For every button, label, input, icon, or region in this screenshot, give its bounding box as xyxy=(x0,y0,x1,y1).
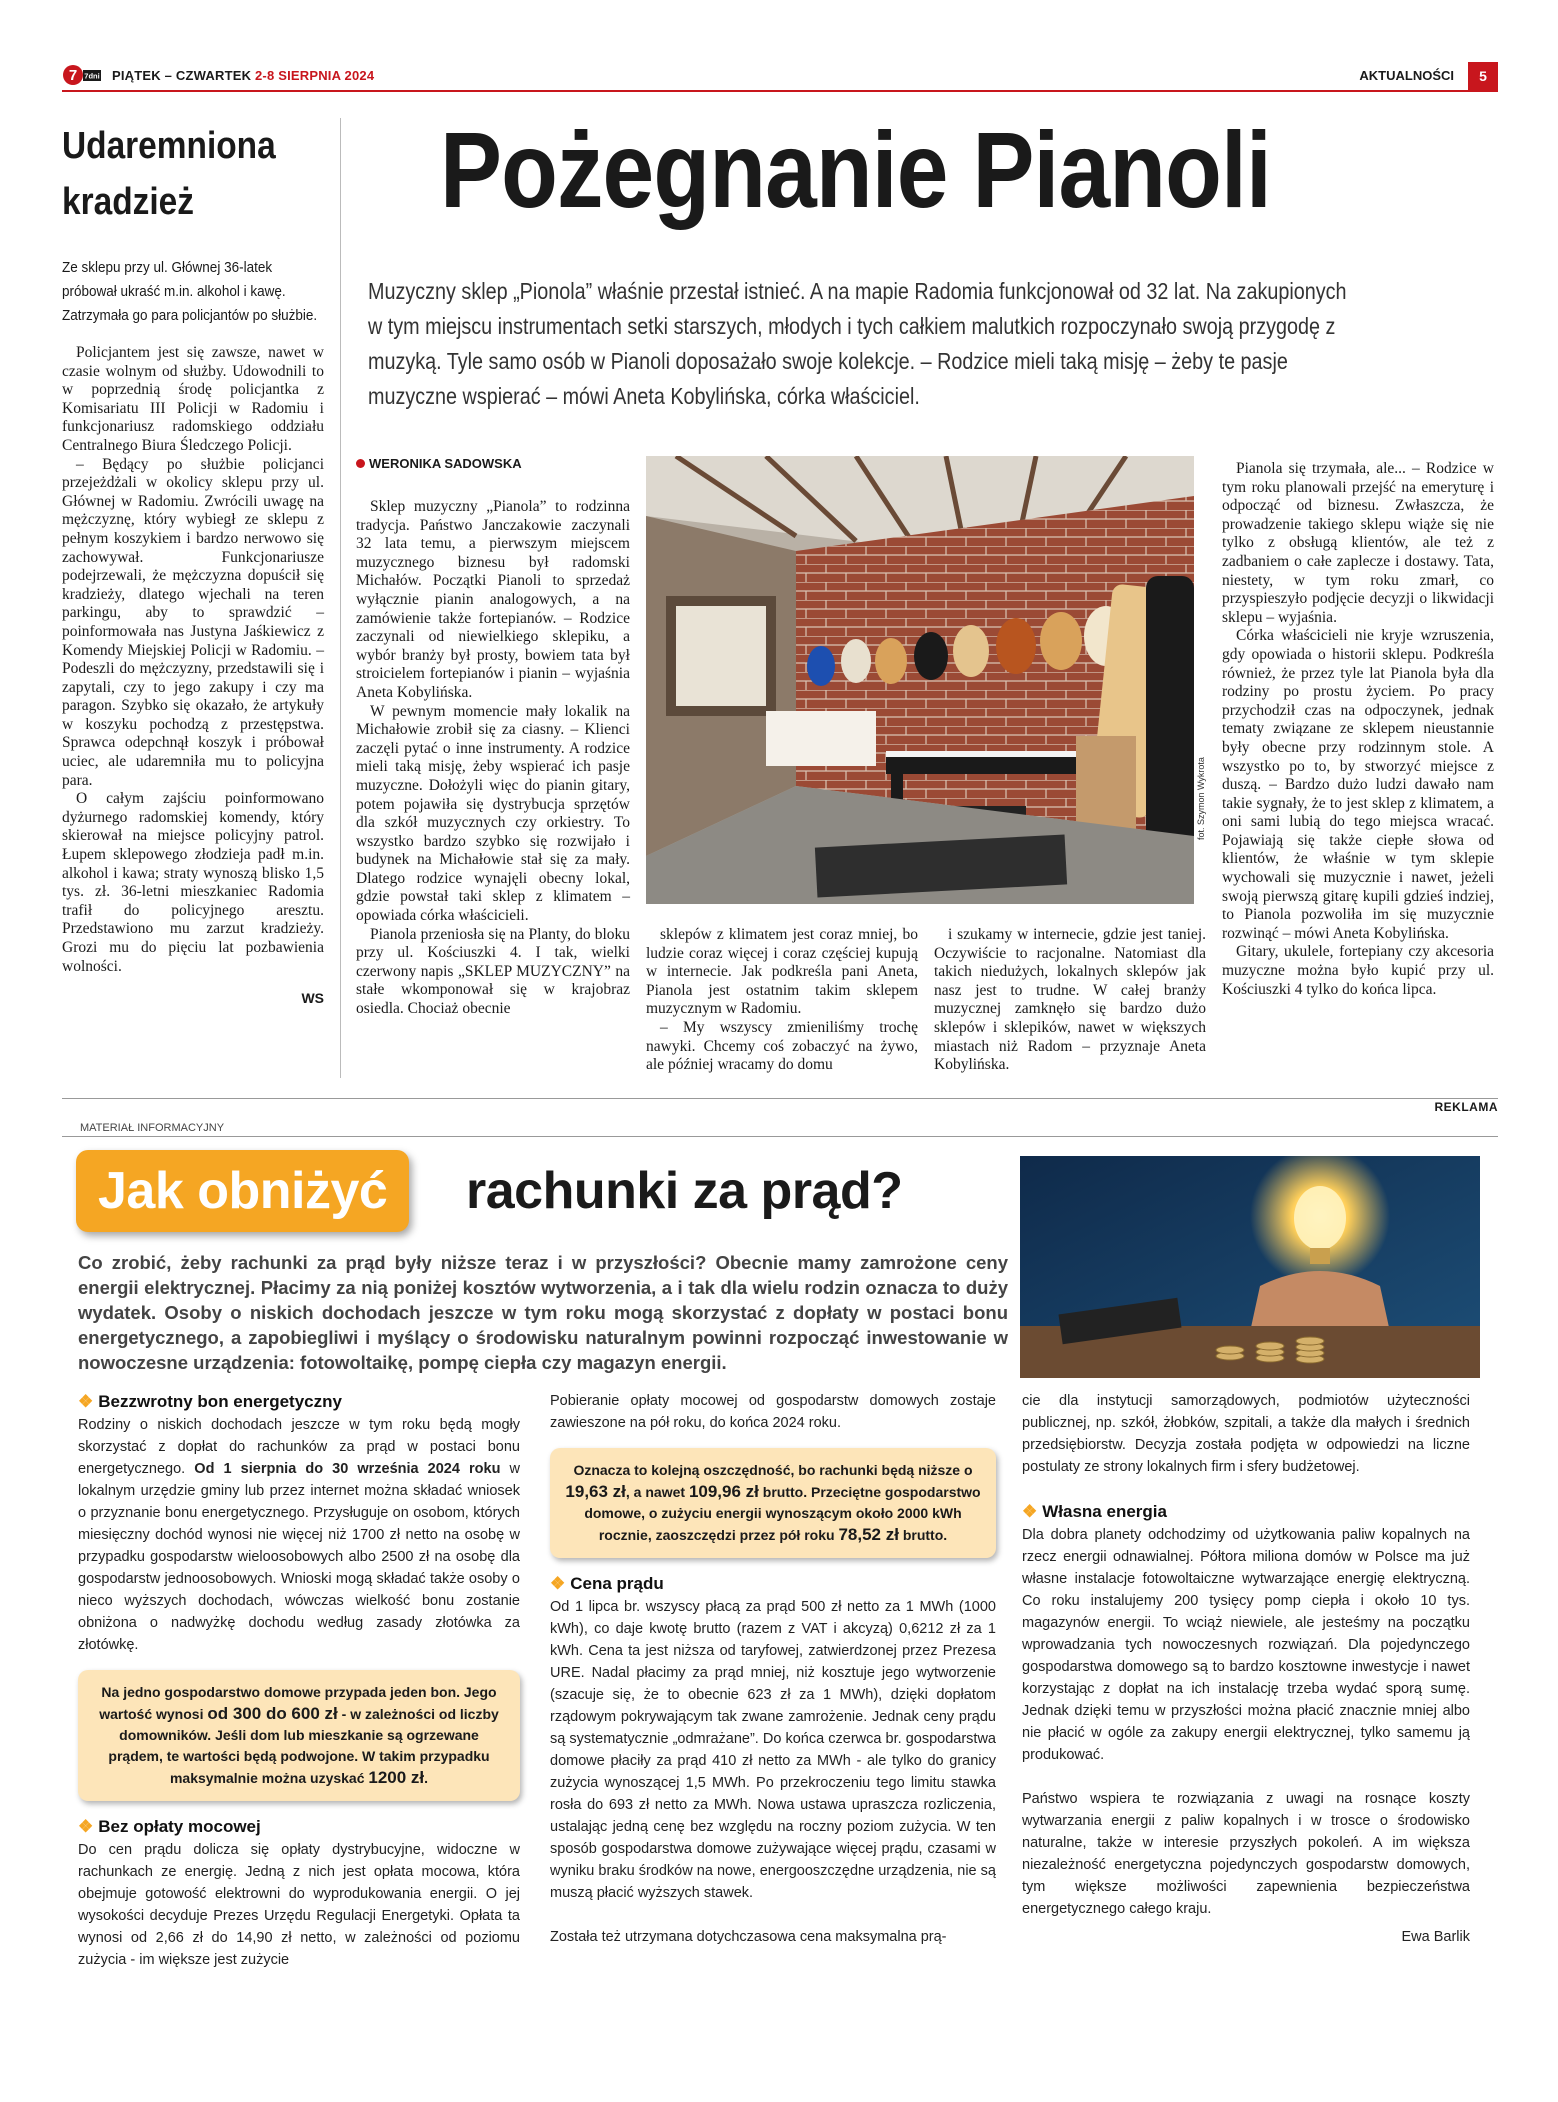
advert-column-1 xyxy=(78,1390,520,1971)
paragraph-cena: Od 1 lipca br. wszyscy płacą za prąd 500 zł netto za 1 MWh (1000 kWh), co daje kwotę brutto (razem z VAT i akcyzą) 0,6212 zł za 1 kWh. Cena ta jest niższa od taryfowej, zatwierdzonej przez Prezesa URE. Nadal płacimy za prąd mniej, niż kosztuje jego wytworzenie (szacuje się, że to obecnie 623 zł za 1 MWh), dzięki dopłatom rządowym pokrywającym tak zwane zamrożenie. Jednak ceny prądu są systematycznie „odmrażane”. Do końca czerwca br. gospodarstwa domowe płaciły za prąd 410 zł netto za MWh - ale tylko do granicy zużycia wynoszącej 1,5 MWh. Po przekroczeniu tego limitu stawka rosła do 693 zł netto za MWh. Nowa ustawa upraszcza rozliczenia, ustalając jedną cenę bez względu na roczny poziom zużycia. W ten sposób gospodarstwa domowe zużywające więcej prądu, czasami w wyniku braku środków na nowe, energooszczędne urządzenia, nie są muszą płacić wyższych stawek. xyxy=(550,1599,996,1901)
main-article-column-1: Sklep muzyczny „Pianola” to rodzinna tradycja. Państwo Janczakowie zaczynali 32 lata temu, a pierwszym miejscem muzycznego biznesu był radomski Michałów. Początki Pianoli to sprzedaż wyłącznie pianin analogowych, a na zamówienie także fortepianów. – Rodzice zaczynali od niewielkiego sklepiku, a wybór branży był prosty, bowiem tata był stroicielem fortepianów i pianin – wyjaśnia Aneta Kobylińska. W pewnym momencie mały lokalik na Michałowie zrobił się za ciasny. – Klienci zaczęli pytać o inne instrumenty. A rodzice mieli taką misję, żeby wspierać ich pasje muzyczne. Dołożyli więc do pianin gitary, potem pojawiła się dystrybucja sprzętów dla szkół muzycznych czy orkiestry. To wszystko bardzo szybko się rozwijało i budynek na Michałowie stał się za mały. Dlatego rodzice wynajęli obecny lokal, gdzie powstał taki sklep z klimatem – opowiada córka właścicieli. Pianola przeniosła się na Planty, do bloku przy ul. Kościuszki 4. I tak, wielki czerwony napis „SKLEP MUZYCZNY” na stałe wkomponował się w krajobraz osiedla. Chociaż obecnie xyxy=(356,498,630,1018)
svg-text:7dni: 7dni xyxy=(84,71,100,81)
heading-oplata: ❖ Bez opłaty mocowej xyxy=(78,1817,261,1836)
lightbulb-coins-photo xyxy=(1020,1156,1480,1378)
paragraph-wlasna: Dla dobra planety odchodzimy od użytkowania paliw kopalnych na rzecz energii odnawialnej. Półtora miliona domów w Polsce ma już własne instalacje fotowoltaiczne wytwarzające energię elektryczną. Co roku instalujemy 200 tysięcy pomp ciepła i około 10 tys. magazynów energii. To wciąż niewiele, ale jesteśmy na początku wprowadzania tych nowoczesnych rozwiązań. Dla pojedynczego gospodarstwa domowego są to bardzo kosztowne inwestycje i nawet korzystając z dopłat na ich instalację trzeba wydać sporą sumę. Jednak dzięki temu w przyszłości można płacić znacznie mniej albo nie płacić w ogóle za zakupy energii elektrycznej, tylko samemu ją produkować. xyxy=(1022,1527,1470,1763)
advert-column-2 xyxy=(550,1390,996,1948)
diamond-bullet-icon: ❖ xyxy=(1022,1502,1038,1521)
author-bullet-icon xyxy=(356,459,365,468)
diamond-bullet-icon: ❖ xyxy=(78,1817,94,1836)
sidebar-article-title: Udaremniona kradzież xyxy=(62,125,276,223)
advert-divider xyxy=(62,1098,1498,1099)
sidebar-article xyxy=(62,118,324,1006)
sidebar-article-lead: Ze sklepu przy ul. Głównej 36-latek próbował ukraść m.in. alkohol i kawę. Zatrzymała go para policjantów po służbie. xyxy=(62,259,318,324)
sidebar-article-body: Policjantem jest się zawsze, nawet w czasie wolnym od służby. Udowodnili to w poprzednią środę policjantka z Komisariatu III Policji w Radomiu i funkcjonariusz radomskiego oddziału Centralnego Biura Śledczego Policji. – Będący po służbie policjanci przejeżdżali w okolicy sklepu przy ul. Głównej w Radomiu. Zwrócili uwagę na mężczyznę, który wybiegł ze sklepu z pełnym koszykiem i bardzo nerwowo się zachowywał. Funkcjonariusze podejrzewali, że mężczyzna dopuścił się kradzieży, dlatego wjechali na teren parkingu, aby to sprawdzić – poinformowała nas Justyna Jaśkiewicz z Komendy Miejskiej Policji w Radomiu. – Podeszli do mężczyzny, przedstawili się i zapytali, czy to jego zakupy i czy ma paragon. Szybko się okazało, że artykuły w koszyku pochodzą z przestępstwa. Sprawca odepchnął koszyk i próbował uciec, ale udaremniła mu to policyjna para. O całym zajściu poinformowano dyżurnego radomskiej komendy, który skierował na miejsce policyjny patrol. Łupem sklepowego złodzieja padł m.in. alkohol i kawa; straty wynoszą blisko 1,5 tys. zł. 36-letni mieszkaniec Radomia trafił do policyjnego aresztu. Przedstawiono mu zarzut kradzieży. Grozi mu do pięciu lat pozbawienia wolności. xyxy=(62,344,324,975)
paragraph-panstwo: Państwo wspiera te rozwiązania z uwagi na rosnące koszty wytwarzania energii z paliw kopalnych i w trosce o środowisko naturalne, także w interesie przyszłych pokoleń. A im większa niezależność energetyczna pojedynczych gospodarstw domowych, tym większe możliwości zapewnienia bezpieczeństwa energetycznego całego kraju. xyxy=(1022,1791,1470,1917)
savings-info-box: Oznacza to kolejną oszczędność, bo rachunki będą niższe o 19,63 zł, a nawet 109,96 zł brutto. Przeciętne gospodarstwo domowe, o zużyciu energii wynoszącym około 2000 kWh rocznie, zaoszczędzi przez pół roku 78,52 zł brutto. xyxy=(550,1448,996,1558)
page-header xyxy=(62,62,1498,92)
paragraph-oplata: Do cen prądu dolicza się opłaty dystrybucyjne, widoczne w rachunkach ze energię. Jedną z nich jest opłata mocowa, która obejmuje gotowość elektrowni do wyprodukowania energii. O jej wysokości decyduje Prezes Urzędu Regulacji Energetyki. Opłata ta wynosi od 2,66 zł do 14,90 zł netto, w zależności od poziomu zużycia - im większe jest zużycie xyxy=(78,1842,520,1968)
music-store-photo xyxy=(646,456,1194,904)
bon-info-box: Na jedno gospodarstwo domowe przypada jeden bon. Jego wartość wynosi od 300 do 600 zł - w zależności od liczby domowników. Jeśli dom lub mieszkanie są ogrzewane prądem, te wartości będą podwojone. W takim przypadku maksymalnie można uzyskać 1200 zł. xyxy=(78,1670,520,1801)
heading-bon: ❖ Bezzwrotny bon energetyczny xyxy=(78,1392,342,1411)
newspaper-logo xyxy=(62,64,102,86)
sidebar-article-signature: WS xyxy=(301,990,324,1007)
main-article-column-4: Pianola się trzymała, ale... – Rodzice w tym roku planowali przejść na emeryturę i odpocząć od biznesu. Zwłaszcza, że prowadzenie takiego sklepu wiąże się nie tylko z obsługą klientów, ale też z zadbaniem o całe zaplecze i dostawy. Tata, niestety, w tym roku zmarł, co przyspieszyło podjęcie decyzji o likwidacji sklepu – wyjaśnia. Córka właścicieli nie kryje wzruszenia, gdy opowiada o historii sklepu. Podkreśla również, że przez tyle lat Pianola była dla rodziny po prostu życiem. Po pracy przychodził czas na odpoczynek, jednak tematy związane ze sklepem nieustannie były obecne przy rodzinnym stole. A wszystko po to, by stworzyć miejsce z duszą. – Bardzo dużo ludzi dawało nam takie sygnały, że to jest sklep z klimatem, a oni sami lubią do tego miejsca wracać. Pojawiają się także ciepłe słowa od klientów, że właśnie w tym sklepie wychowali się muzycznie i nawet, jeżeli swoją pierwszą gitarę kupili gdzieś indziej, to Pianola pozwoliła im się muzycznie rozwinąć – mówi Aneta Kobylińska. Gitary, ukulele, fortepiany czy akcesoria muzyczne można było kupić przy ul. Kościuszki 4 tylko do końca lipca. xyxy=(1222,460,1494,998)
paragraph-oplata-cont: Pobieranie opłaty mocowej od gospodarstw domowych zostaje zawieszone na pół roku, do końca 2024 roku. xyxy=(550,1393,996,1431)
column-divider xyxy=(340,118,341,1078)
advert-column-3 xyxy=(1022,1390,1470,1948)
advert-title: rachunki za prąd? xyxy=(466,1162,903,1220)
diamond-bullet-icon: ❖ xyxy=(550,1574,566,1593)
paragraph-cena-max: Została też utrzymana dotychczasowa cena maksymalna prą- xyxy=(550,1929,947,1945)
advert-title-highlight: Jak obniżyć xyxy=(76,1150,409,1232)
diamond-bullet-icon: ❖ xyxy=(78,1392,94,1411)
issue-date: PIĄTEK – CZWARTEK 2-8 SIERPNIA 2024 xyxy=(112,68,375,83)
main-headline: Pożegnanie Pianoli xyxy=(440,109,1271,230)
paragraph-bon: Rodziny o niskich dochodach jeszcze w tym roku będą mogły skorzystać z dopłat do rachunków za prąd w postaci bonu energetycznego. Od 1 sierpnia do 30 września 2024 roku w lokalnym urzędzie gminy lub przez internet można składać wniosek o przyznanie bonu energetycznego. Przysługuje on osobom, których miesięczny dochód wynosi nie więcej niż 1700 zł netto na osobę w przypadku gospodarstw wieloosobowych albo 2500 zł na osobę dla gospodarstw jednoosobowych. Wnioski mogą składać także osoby o nieco wyższych dochodach, wówczas wielkość bonu zostanie obniżona o nadwyżkę dochodu według zasady złotówka za złotówkę. xyxy=(78,1417,521,1653)
heading-cena: ❖ Cena prądu xyxy=(550,1574,664,1593)
heading-wlasna: ❖ Własna energia xyxy=(1022,1502,1167,1521)
photo-credit: fot. Szymon Wykrota xyxy=(1196,757,1206,840)
main-article-column-2: sklepów z klimatem jest coraz mniej, bo ludzie coraz więcej i coraz częściej kupują w internecie. Jak podkreśla pani Aneta, Pianola jest ostatnim takim sklepem muzycznym w Radomiu. – My wszyscy zmieniliśmy trochę nawyki. Chcemy coś zobaczyć na żywo, ale później wracamy do domu xyxy=(646,926,918,1074)
advert-tag: REKLAMA xyxy=(1434,1100,1498,1114)
page-number: 5 xyxy=(1468,62,1498,90)
material-label: MATERIAŁ INFORMACYJNY xyxy=(80,1122,225,1134)
advert-divider-secondary xyxy=(62,1136,1498,1137)
svg-text:7: 7 xyxy=(68,67,78,84)
main-article-intro: Muzyczny sklep „Pionola” właśnie przestał istnieć. A na mapie Radomia funkcjonował od 32 lat. Na zakupionych w tym miejscu instrumentach setki starszych, młodych i tych całkiem malutkich rozpoczynało swoją przygodę z muzyką. Tyle samo osób w Pianoli doposażało swoje kolekcje. – Rodzice mieli taką misję – żeby te pasje muzyczne wspierać – mówi Aneta Kobylińska, córka właściciel. xyxy=(368,278,1347,409)
article-author: WERONIKA SADOWSKA xyxy=(356,456,522,471)
advert-lead: Co zrobić, żeby rachunki za prąd były niższe teraz i w przyszłości? Obecnie mamy zamrożone ceny energii elektrycznej. Płacimy za nią poniżej kosztów wytworzenia, a i tak dla wielu rodzin oznacza to duży wydatek. Osoby o niskich dochodach jeszcze w tym roku mogą skorzystać z dopłaty w postaci bonu energetycznego, a zapobiegliwi i myślący o środowisku naturalnym powinni rozpocząć inwestowanie w nowoczesne urządzenia: fotowoltaikę, pompę ciepła czy magazyn energii. xyxy=(78,1252,1008,1373)
paragraph-cena-max-cont: cie dla instytucji samorządowych, podmiotów użyteczności publicznej, np. szkół, żłobków, szpitali, a także dla małych i średnich przedsiębiorstw. Decyzja została podjęta w odpowiedzi na liczne postulaty ze strony lokalnych firm i sfery budżetowej. xyxy=(1022,1393,1470,1475)
main-article-column-3: i szukamy w internecie, gdzie jest taniej. Oczywiście to racjonalne. Natomiast dla takich niedużych, lokalnych sklepów jak nasz jest to trudne. W całej branży muzycznej zamknęło się bardzo dużo sklepów i sklepików, nawet w większych miastach niż Radom – przyznaje Aneta Kobylińska. xyxy=(934,926,1206,1074)
advert-signature: Ewa Barlik xyxy=(1401,1929,1470,1945)
section-name: AKTUALNOŚCI xyxy=(1359,68,1454,83)
